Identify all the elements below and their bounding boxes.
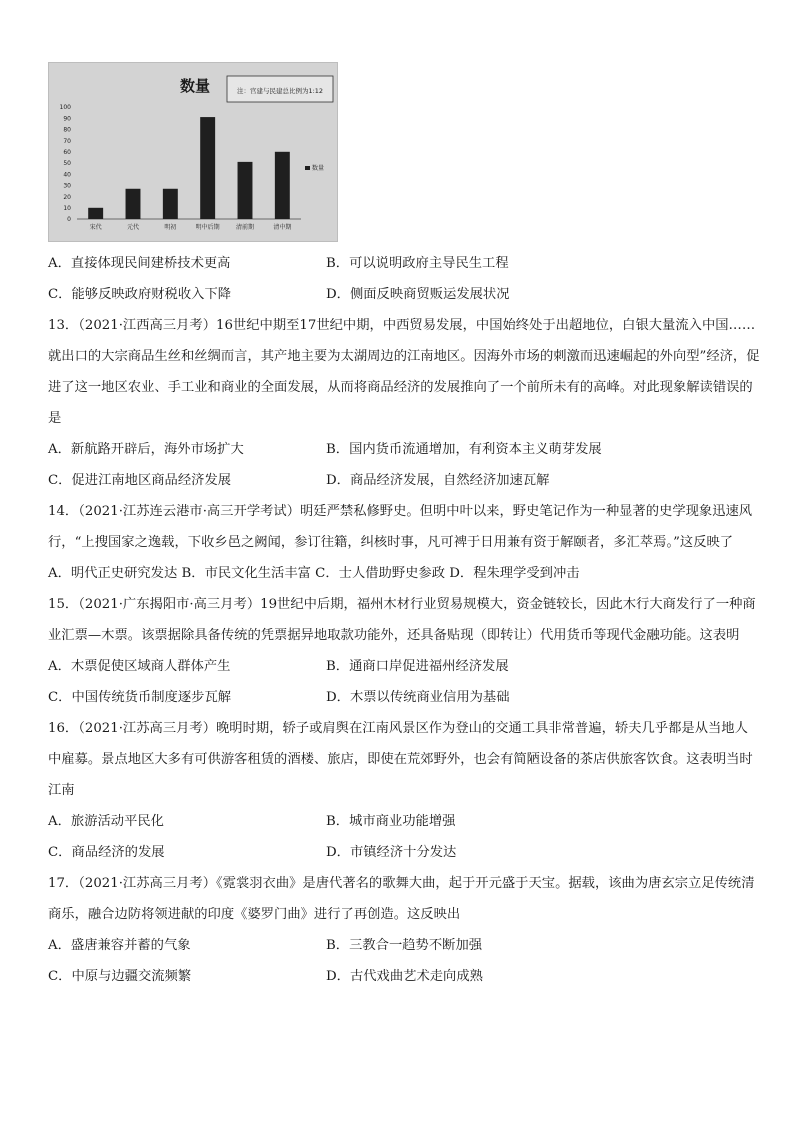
q16-stem: 16．（2021·江苏高三月考）晚明时期，轿子或肩舆在江南风景区作为登山的交通工具非常普遍，轿夫几乎都是从当地人中雇募。景点地区大多有可供游客租赁的酒楼、旅店，即使在荒郊野外，也会有简陋设备的茶店供旅客饮食。这表明当时江南 xyxy=(48,721,753,798)
question-list xyxy=(48,248,760,992)
q16-option-a[interactable]: A．旅游活动平民化 xyxy=(48,814,164,829)
bar xyxy=(126,189,141,219)
x-tick-label: 清中期 xyxy=(273,224,292,231)
q12-option-b[interactable]: B．可以说明政府主导民生工程 xyxy=(326,256,509,271)
q15-options-row2 xyxy=(48,682,760,713)
q17-option-b[interactable]: B．三教合一趋势不断加强 xyxy=(326,938,483,953)
q16-option-d[interactable]: D．市镇经济十分发达 xyxy=(326,845,457,860)
legend-swatch xyxy=(305,166,310,170)
q12-option-d[interactable]: D．侧面反映商贸贩运发展状况 xyxy=(326,287,510,302)
q17-options-row1 xyxy=(48,930,760,961)
x-tick-label: 宋代 xyxy=(89,224,102,231)
bar-chart-image xyxy=(48,62,338,242)
q13-option-c[interactable]: C．促进江南地区商品经济发展 xyxy=(48,473,232,488)
q14-options[interactable]: A．明代正史研究发达 B．市民文化生活丰富 C．士人借助野史参政 D．程朱理学受到冲击 xyxy=(48,566,580,581)
bar xyxy=(88,208,103,219)
y-tick-label: 30 xyxy=(63,182,71,190)
q15-options-row1 xyxy=(48,651,760,682)
q17-option-a[interactable]: A．盛唐兼容并蓄的气象 xyxy=(48,938,191,953)
q12-option-a[interactable]: A．直接体现民间建桥技术更高 xyxy=(48,256,231,271)
y-tick-label: 70 xyxy=(63,137,71,145)
q16-options-row1 xyxy=(48,806,760,837)
bar-chart xyxy=(49,63,337,241)
q15-option-c[interactable]: C．中国传统货币制度逐步瓦解 xyxy=(48,690,232,705)
q15-option-d[interactable]: D．木票以传统商业信用为基础 xyxy=(326,690,510,705)
chart-title: 数量 xyxy=(179,78,211,95)
q16-options-row2 xyxy=(48,837,760,868)
q17-option-c[interactable]: C．中原与边疆交流频繁 xyxy=(48,969,192,984)
y-tick-label: 100 xyxy=(59,104,71,112)
q12-options-row1 xyxy=(48,248,760,279)
q12-options-row2 xyxy=(48,279,760,310)
q13-option-d[interactable]: D．商品经济发展，自然经济加速瓦解 xyxy=(326,473,550,488)
x-tick-label: 元代 xyxy=(126,224,140,231)
legend-label: 数量 xyxy=(312,165,325,172)
y-tick-label: 0 xyxy=(67,216,71,224)
y-tick-label: 80 xyxy=(63,126,71,134)
chart-note: 注：官建与民建总比例为1:12 xyxy=(236,87,324,95)
q17-option-d[interactable]: D．古代戏曲艺术走向成熟 xyxy=(326,969,483,984)
q13-option-a[interactable]: A．新航路开辟后，海外市场扩大 xyxy=(48,442,244,457)
q14-stem: 14．（2021·江苏连云港市·高三开学考试）明廷严禁私修野史。但明中叶以来，野史笔记作为一种显著的史学现象迅速风行，“上搜国家之逸载，下收乡邑之阙闻，参订往籍，纠核时事，凡可裨于日用兼有资于解颐者，多汇萃焉。”这反映了 xyxy=(48,504,753,550)
q15-stem: 15．（2021·广东揭阳市·高三月考）19世纪中后期，福州木材行业贸易规模大，资金链较长，因此木行大商发行了一种商业汇票—木票。该票据除具备传统的凭票据异地取款功能外，还具备贴现（即转让）代用货币等现代金融功能。这表明 xyxy=(48,597,756,643)
q17-stem: 17．（2021·江苏高三月考）《霓裳羽衣曲》是唐代著名的歌舞大曲，起于开元盛于天宝。据载，该曲为唐玄宗立足传统清商乐，融合边防将领进献的印度《婆罗门曲》进行了再创造。这反映出 xyxy=(48,876,755,922)
y-tick-label: 50 xyxy=(63,160,71,168)
q15-option-a[interactable]: A．木票促使区域商人群体产生 xyxy=(48,659,231,674)
y-tick-label: 10 xyxy=(63,205,71,212)
q16-option-b[interactable]: B．城市商业功能增强 xyxy=(326,814,456,829)
x-tick-label: 清前期 xyxy=(235,224,255,231)
bar xyxy=(275,152,290,219)
bar xyxy=(163,189,178,219)
q13-options-row1 xyxy=(48,434,760,465)
y-tick-label: 60 xyxy=(63,149,71,156)
q13-stem: 13．（2021·江西高三月考）16世纪中期至17世纪中期，中西贸易发展，中国始终处于出超地位，白银大量流入中国……就出口的大宗商品生丝和丝绸而言，其产地主要为太湖周边的江南地区。因海外市场的刺激而迅速崛起的外向型”经济，促进了这一地区农业、手工业和商业的全面发展，从而将商品经济的发展推向了一个前所未有的高峰。对此现象解读错误的是 xyxy=(48,318,760,426)
y-tick-label: 20 xyxy=(63,193,71,201)
x-tick-label: 明初 xyxy=(164,224,177,231)
x-tick-label: 明中后期 xyxy=(195,224,220,231)
bar xyxy=(238,162,253,219)
q12-option-c[interactable]: C．能够反映政府财税收入下降 xyxy=(48,287,232,302)
q17-options-row2 xyxy=(48,961,760,992)
y-tick-label: 90 xyxy=(63,115,71,123)
q13-option-b[interactable]: B．国内货币流通增加，有利资本主义萌芽发展 xyxy=(326,442,602,457)
q13-options-row2 xyxy=(48,465,760,496)
q16-option-c[interactable]: C．商品经济的发展 xyxy=(48,845,165,860)
y-tick-label: 40 xyxy=(63,171,71,179)
bar xyxy=(200,117,215,219)
q15-option-b[interactable]: B．通商口岸促进福州经济发展 xyxy=(326,659,509,674)
